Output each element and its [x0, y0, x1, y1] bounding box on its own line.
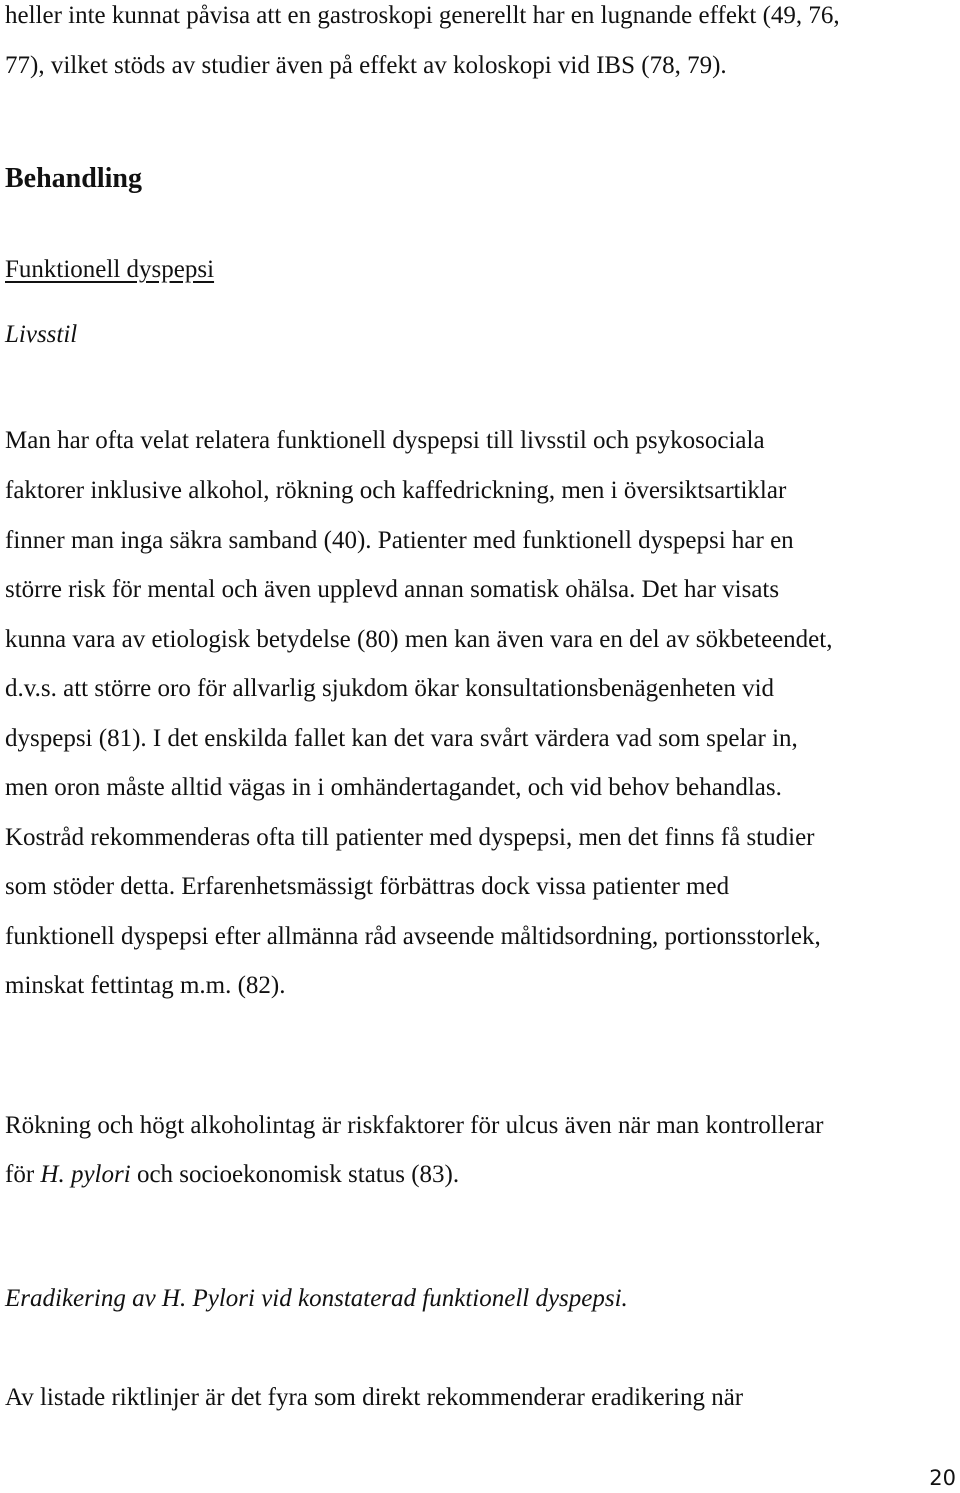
intro-line-1: heller inte kunnat påvisa att en gastroskopi generellt har en lugnande effekt (49, 76, — [5, 2, 840, 29]
subsubsection-heading: Livsstil — [5, 321, 78, 348]
paragraph1-line: Kostråd rekommenderas ofta till patienter med dyspepsi, men det finns få studier — [5, 824, 815, 851]
species-name: H. pylori — [40, 1161, 131, 1188]
paragraph2-line-2 — [5, 1160, 459, 1190]
paragraph3-line: Av listade riktlinjer är det fyra som direkt rekommenderar eradikering när — [5, 1384, 744, 1411]
paragraph1-line: minskat fettintag m.m. (82). — [5, 972, 286, 999]
section-heading: Behandling — [5, 163, 142, 194]
paragraph1-line: d.v.s. att större oro för allvarlig sjukdom ökar konsultationsbenägenheten vid — [5, 675, 775, 702]
subsection-heading: Funktionell dyspepsi — [5, 256, 215, 283]
paragraph2-suffix: och socioekonomisk status (83). — [130, 1161, 460, 1188]
paragraph1-line: finner man inga säkra samband (40). Patienter med funktionell dyspepsi har en — [5, 527, 794, 554]
page-number: 20 — [929, 1466, 956, 1490]
paragraph1-line: men oron måste alltid vägas in i omhändertagandet, och vid behov behandlas. — [5, 774, 782, 801]
paragraph2-prefix: för — [5, 1161, 41, 1188]
paragraph1-line: kunna vara av etiologisk betydelse (80) men kan även vara en del av sökbeteendet, — [5, 626, 833, 653]
paragraph1-line: dyspepsi (81). I det enskilda fallet kan det vara svårt värdera vad som spelar in, — [5, 725, 798, 752]
paragraph2-line-1: Rökning och högt alkoholintag är riskfaktorer för ulcus även när man kontrollerar — [5, 1112, 824, 1139]
paragraph1-line: faktorer inklusive alkohol, rökning och kaffedrickning, men i översiktsartiklar — [5, 477, 787, 504]
paragraph1-line: större risk för mental och även upplevd annan somatisk ohälsa. Det har visats — [5, 576, 780, 603]
paragraph1-line: som stöder detta. Erfarenhetsmässigt förbättras dock vissa patienter med — [5, 873, 730, 900]
intro-line-2: 77), vilket stöds av studier även på effekt av koloskopi vid IBS (78, 79). — [5, 52, 727, 79]
paragraph1-line: funktionell dyspepsi efter allmänna råd avseende måltidsordning, portionsstorlek, — [5, 923, 821, 950]
document-page — [5, 0, 955, 1493]
eradication-heading: Eradikering av H. Pylori vid konstaterad funktionell dyspepsi. — [5, 1285, 628, 1312]
paragraph1-line: Man har ofta velat relatera funktionell dyspepsi till livsstil och psykosociala — [5, 427, 765, 454]
